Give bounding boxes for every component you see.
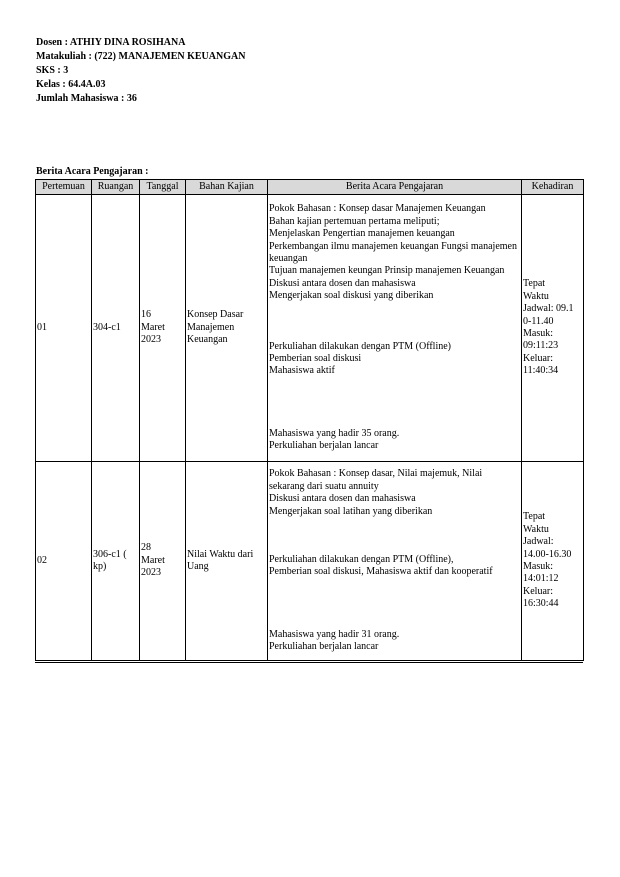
bahan-kajian-cell	[186, 195, 268, 462]
spacer	[269, 518, 520, 554]
ruangan-cell: 304-c1	[92, 195, 140, 462]
bahan-kajian-line: Keuangan	[187, 334, 228, 346]
tanggal-line: 2023	[141, 334, 161, 346]
berita-line: Perkembangan ilmu manajemen keuangan Fungsi manajemen keuangan	[269, 240, 517, 264]
jumlah-mahasiswa-label: Jumlah Mahasiswa : 36	[36, 93, 137, 104]
berita-line: Pokok Bahasan : Konsep dasar Manajemen Keuangan	[269, 203, 486, 215]
kehadiran-cell	[522, 195, 584, 462]
berita-line: Mahasiswa aktif	[269, 365, 335, 377]
kehadiran-line: 11:40:34	[523, 365, 559, 377]
tanggal-line: 16	[141, 309, 151, 321]
tanggal-line: Maret	[141, 321, 165, 333]
berita-line: Perkuliahan berjalan lancar	[269, 641, 379, 653]
kehadiran-line: 16:30:44	[523, 598, 559, 610]
spacer	[269, 378, 520, 428]
column-header-ruangan: Ruangan	[92, 180, 140, 195]
kehadiran-line: Jadwal: 09.1	[523, 303, 574, 315]
ruangan-cell	[92, 462, 140, 661]
bahan-kajian-line: Nilai Waktu dari	[187, 548, 254, 560]
bahan-kajian-line: Uang	[187, 561, 209, 572]
berita-line: Diskusi antara dosen dan mahasiswa	[269, 493, 416, 505]
kehadiran-line: Keluar:	[523, 585, 553, 597]
kehadiran-line: 14:01:12	[523, 573, 559, 585]
kelas-label: Kelas : 64.4A.03	[36, 79, 106, 90]
bahan-kajian-line: Konsep Dasar	[187, 309, 244, 321]
kehadiran-line: Masuk:	[523, 328, 553, 339]
berita-acara-cell	[268, 195, 522, 462]
berita-line: Pokok Bahasan : Konsep dasar, Nilai majemuk, Nilai sekarang dari suatu annuity	[269, 468, 483, 492]
section-title: Berita Acara Pengajaran :	[36, 166, 149, 177]
berita-line: Mahasiswa yang hadir 31 orang.	[269, 628, 400, 640]
spacer	[269, 303, 520, 341]
spacer	[269, 579, 520, 629]
bahan-kajian-cell	[186, 462, 268, 661]
berita-line: Pemberian soal diskusi	[269, 353, 362, 365]
berita-line: Perkuliahan dilakukan dengan PTM (Offline)	[269, 340, 451, 352]
column-header-kehadiran: Kehadiran	[522, 180, 584, 195]
tanggal-line: 28	[141, 542, 151, 554]
kehadiran-line: Tepat	[523, 278, 546, 290]
ruangan-line: kp)	[93, 561, 107, 572]
kehadiran-line: Waktu	[523, 523, 549, 535]
berita-acara-table	[35, 179, 584, 661]
sks-label: SKS : 3	[36, 65, 69, 76]
berita-line: Pemberian soal diskusi, Mahasiswa aktif dan kooperatif	[269, 566, 493, 578]
berita-line: Perkuliahan dilakukan dengan PTM (Offline),	[269, 554, 454, 565]
berita-line: Bahan kajian pertemuan pertama meliputi;	[269, 215, 440, 227]
matakuliah-label: Matakuliah : (722) MANAJEMEN KEUANGAN	[36, 51, 246, 62]
column-header-bahan-kajian: Bahan Kajian	[186, 180, 268, 195]
kehadiran-line: 09:11:23	[523, 340, 559, 352]
column-header-pertemuan: Pertemuan	[36, 180, 92, 195]
kehadiran-line: Tepat	[523, 511, 546, 523]
berita-line: Mahasiswa yang hadir 35 orang.	[269, 427, 400, 439]
berita-line: Diskusi antara dosen dan mahasiswa	[269, 277, 416, 289]
berita-line: Mengerjakan soal diskusi yang diberikan	[269, 290, 434, 302]
kehadiran-line: Keluar:	[523, 352, 553, 364]
berita-line: Menjelaskan Pengertian manajemen keuangan	[269, 228, 455, 240]
dosen-label: Dosen : ATHIY DINA ROSIHANA	[36, 37, 186, 48]
berita-line: Mengerjakan soal latihan yang diberikan	[269, 505, 433, 517]
column-header-tanggal: Tanggal	[140, 180, 186, 195]
tanggal-cell	[140, 462, 186, 661]
kehadiran-line: 14.00-16.30	[523, 548, 572, 560]
berita-acara-cell	[268, 462, 522, 661]
tanggal-line: 2023	[141, 567, 161, 579]
pertemuan-cell: 01	[36, 195, 92, 462]
berita-line: Perkuliahan berjalan lancar	[269, 440, 379, 452]
bahan-kajian-line: Manajemen	[187, 321, 235, 333]
berita-line: Tujuan manajemen keungan Prinsip manajemen Keuangan	[269, 265, 505, 277]
document-header	[36, 36, 245, 106]
column-header-berita-acara: Berita Acara Pengajaran	[268, 180, 522, 195]
table-row	[36, 195, 584, 462]
tanggal-line: Maret	[141, 554, 165, 566]
table-row	[36, 462, 584, 661]
tanggal-cell	[140, 195, 186, 462]
table-header-row	[36, 180, 584, 195]
kehadiran-cell	[522, 462, 584, 661]
ruangan-line: 306-c1 (	[93, 548, 127, 560]
pertemuan-cell: 02	[36, 462, 92, 661]
table-bottom-rule	[35, 662, 583, 663]
kehadiran-line: Masuk:	[523, 561, 553, 572]
kehadiran-line: Waktu	[523, 290, 549, 302]
kehadiran-line: 0-11.40	[523, 315, 554, 327]
kehadiran-line: Jadwal:	[523, 536, 554, 548]
